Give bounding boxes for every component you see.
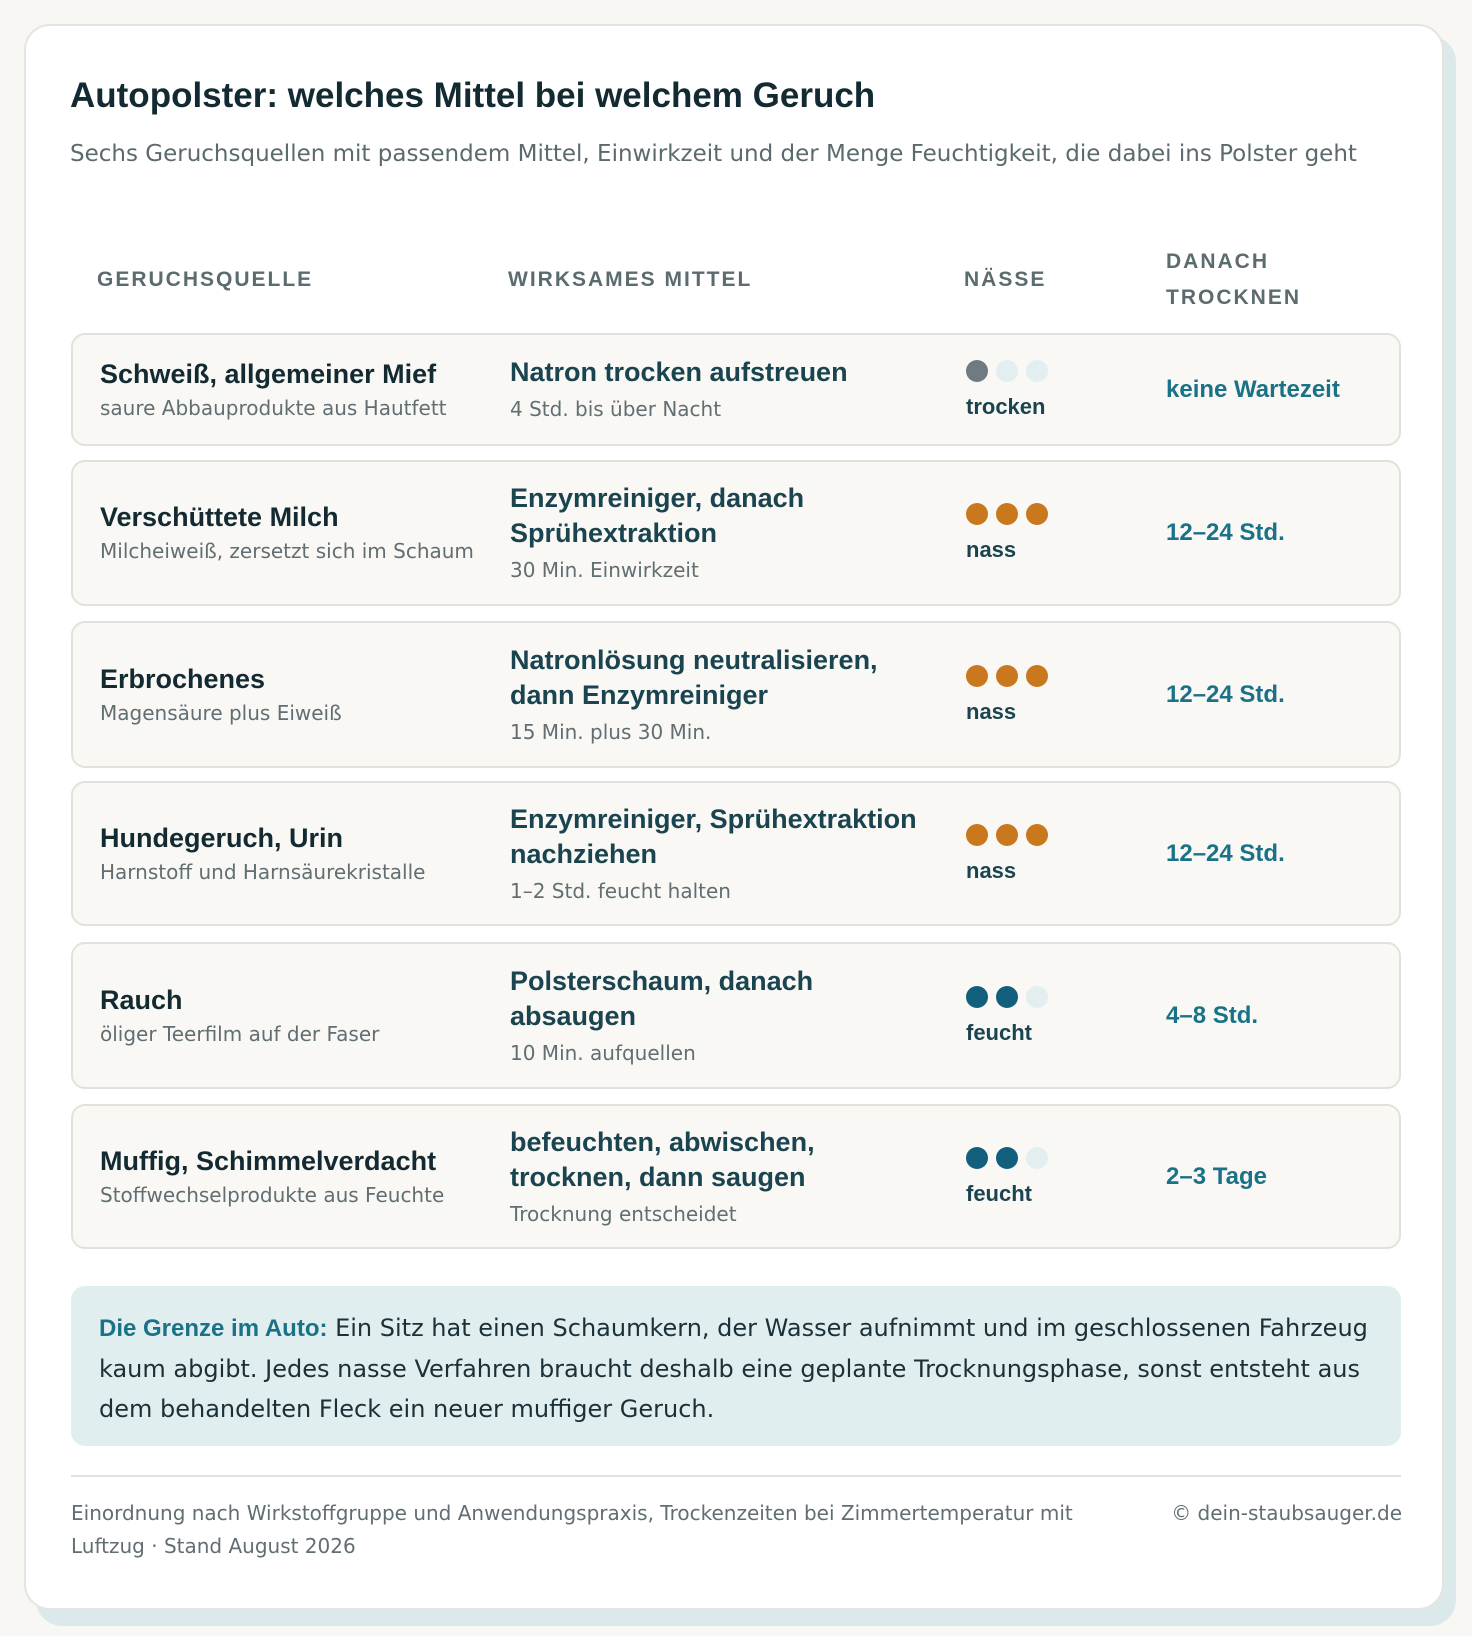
- wetness-cell: [966, 623, 1146, 766]
- drying-time: 12–24 Std.: [1166, 519, 1285, 546]
- table-row: [71, 333, 1401, 446]
- column-header-drying: DANACH TROCKNEN: [1166, 250, 1301, 309]
- wetness-dot-filled: [1026, 824, 1048, 846]
- cleaning-agent: Enzymreiniger, Sprühextraktion nachziehen: [510, 803, 917, 869]
- wetness-dot-empty: [996, 360, 1018, 382]
- agent-cell: [510, 783, 940, 924]
- wetness-label: trocken: [966, 393, 1046, 419]
- footer-copyright: © dein-staubsauger.de: [1171, 1501, 1402, 1525]
- table-row: [71, 1104, 1401, 1249]
- wetness-dot-filled: [966, 986, 988, 1008]
- note-text: Ein Sitz hat einen Schaumkern, der Wasser aufnimmt und im geschlossenen Fahrzeug kaum abgibt. Jedes nasse Verfahren braucht deshalb eine geplante Trocknungsphase, sonst entsteht aus dem behandelten Fleck ein neuer muffiger Geruch.: [99, 1314, 1368, 1423]
- exposure-time: 30 Min. Einwirkzeit: [510, 558, 699, 582]
- wetness-dot-filled: [966, 503, 988, 525]
- wetness-indicator: [966, 986, 1146, 1008]
- wetness-label: feucht: [966, 1180, 1032, 1206]
- wetness-dot-filled: [966, 665, 988, 687]
- agent-cell: [510, 1106, 940, 1247]
- cleaning-agent: befeuchten, abwischen, trocknen, dann saugen: [510, 1126, 815, 1192]
- table-row: [71, 621, 1401, 768]
- wetness-indicator: [966, 503, 1146, 525]
- wetness-label: feucht: [966, 1019, 1032, 1045]
- exposure-time: Trocknung entscheidet: [510, 1201, 737, 1226]
- cleaning-agent: Polsterschaum, danach absaugen: [510, 965, 814, 1031]
- drying-time: 4–8 Std.: [1166, 1001, 1259, 1029]
- column-header-source: GERUCHSQUELLE: [97, 268, 314, 291]
- wetness-indicator: [966, 665, 1146, 687]
- odor-source: Erbrochenes: [100, 663, 266, 694]
- table-row: [71, 781, 1401, 926]
- drying-time: 12–24 Std.: [1166, 839, 1285, 867]
- cleaning-agent: Natronlösung neutralisieren, dann Enzymreiniger: [510, 644, 878, 710]
- odor-source-note: Milcheiweiß, zersetzt sich im Schaum: [100, 539, 474, 563]
- drying-cell: [1166, 623, 1396, 766]
- exposure-time: 4 Std. bis über Nacht: [510, 397, 722, 421]
- agent-cell: [510, 944, 940, 1087]
- cleaning-agent: Natron trocken aufstreuen: [510, 357, 848, 387]
- info-note: [71, 1286, 1401, 1446]
- wetness-label: nass: [966, 857, 1017, 883]
- wetness-cell: [966, 783, 1146, 924]
- wetness-dot-filled: [1026, 665, 1048, 687]
- footer-source: Einordnung nach Wirkstoffgruppe und Anwendungspraxis, Trockenzeiten bei Zimmertemperatur mit Luftzug · Stand August 2026: [71, 1501, 1073, 1558]
- column-header-agent: WIRKSAMES MITTEL: [508, 268, 753, 291]
- wetness-cell: [966, 335, 1146, 444]
- exposure-time: 15 Min. plus 30 Min.: [510, 719, 712, 744]
- agent-cell: [510, 335, 940, 444]
- odor-source: Verschüttete Milch: [100, 502, 339, 532]
- table-row: [71, 460, 1401, 606]
- wetness-dot-empty: [1026, 360, 1048, 382]
- odor-source-note: Harnstoff und Harnsäurekristalle: [100, 859, 426, 884]
- drying-cell: [1166, 783, 1396, 924]
- footer-divider: [71, 1475, 1401, 1477]
- wetness-dot-filled: [996, 1147, 1018, 1169]
- source-cell: [100, 944, 490, 1087]
- source-cell: [100, 335, 490, 444]
- wetness-indicator: [966, 824, 1146, 846]
- drying-cell: [1166, 1106, 1396, 1247]
- odor-source-note: Stoffwechselprodukte aus Feuchte: [100, 1182, 445, 1207]
- wetness-dot-filled: [1026, 503, 1048, 525]
- column-header-wetness: NÄSSE: [964, 268, 1047, 291]
- wetness-dot-filled: [996, 503, 1018, 525]
- source-cell: [100, 623, 490, 766]
- cleaning-agent: Enzymreiniger, danach Sprühextraktion: [510, 483, 805, 548]
- agent-cell: [510, 623, 940, 766]
- drying-time: keine Wartezeit: [1166, 375, 1340, 403]
- page-subtitle: Sechs Geruchsquellen mit passendem Mittel, Einwirkzeit und der Menge Feuchtigkeit, die dabei ins Polster geht: [70, 141, 1357, 167]
- note-lead: Die Grenze im Auto:: [99, 1315, 328, 1342]
- odor-source-note: saure Abbauprodukte aus Hautfett: [100, 395, 447, 420]
- wetness-indicator: [966, 1147, 1146, 1169]
- wetness-cell: [966, 944, 1146, 1087]
- wetness-dot-empty: [1026, 986, 1048, 1008]
- exposure-time: 10 Min. aufquellen: [510, 1040, 696, 1065]
- wetness-dot-filled: [996, 824, 1018, 846]
- wetness-label: nass: [966, 537, 1017, 562]
- odor-source: Muffig, Schimmelverdacht: [100, 1145, 437, 1176]
- wetness-dot-filled: [966, 824, 988, 846]
- odor-source-note: Magensäure plus Eiweiß: [100, 700, 342, 725]
- wetness-label: nass: [966, 698, 1017, 724]
- odor-source-note: öliger Teerfilm auf der Faser: [100, 1021, 380, 1046]
- wetness-dot-filled: [966, 360, 988, 382]
- wetness-cell: [966, 1106, 1146, 1247]
- source-cell: [100, 462, 490, 604]
- wetness-indicator: [966, 360, 1146, 382]
- odor-source: Rauch: [100, 984, 183, 1015]
- wetness-dot-filled: [996, 986, 1018, 1008]
- wetness-dot-empty: [1026, 1147, 1048, 1169]
- odor-source: Schweiß, allgemeiner Mief: [100, 358, 437, 389]
- table-row: [71, 942, 1401, 1089]
- wetness-dot-filled: [996, 665, 1018, 687]
- wetness-dot-filled: [966, 1147, 988, 1169]
- source-cell: [100, 783, 490, 924]
- drying-time: 2–3 Tage: [1166, 1162, 1267, 1190]
- source-cell: [100, 1106, 490, 1247]
- drying-cell: [1166, 462, 1396, 604]
- odor-source: Hundegeruch, Urin: [100, 822, 344, 853]
- exposure-time: 1–2 Std. feucht halten: [510, 878, 731, 903]
- wetness-cell: [966, 462, 1146, 604]
- agent-cell: [510, 462, 940, 604]
- drying-cell: [1166, 335, 1396, 444]
- drying-cell: [1166, 944, 1396, 1087]
- page-title: Autopolster: welches Mittel bei welchem Geruch: [70, 76, 876, 115]
- drying-time: 12–24 Std.: [1166, 680, 1285, 708]
